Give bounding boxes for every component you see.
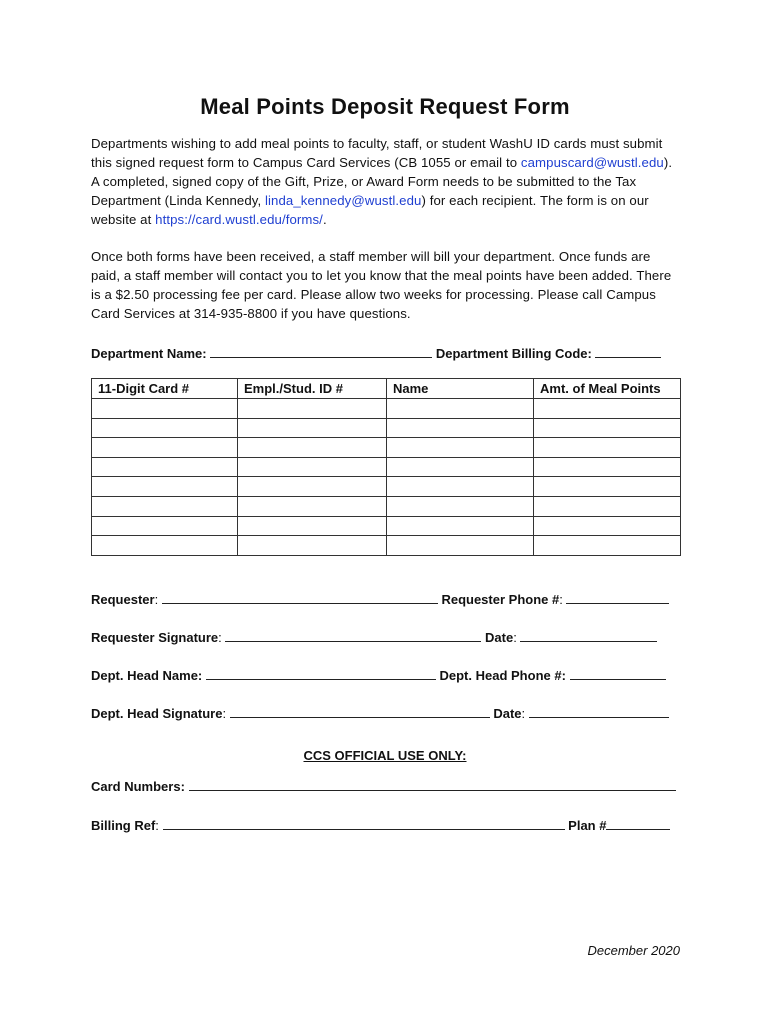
intro-paragraph	[91, 134, 681, 229]
department-billing-code-label: Department Billing Code:	[435, 346, 592, 361]
card-numbers-row	[91, 776, 676, 794]
department-billing-code-field[interactable]	[595, 343, 661, 358]
dept-head-name-field[interactable]	[206, 665, 436, 680]
form-title: Meal Points Deposit Request Form	[200, 94, 570, 119]
table-cell[interactable]	[238, 477, 387, 497]
intro-text-1: Departments wishing to add meal points to faculty, staff, or student WashU ID cards must submit this signed request form to Campus Card Services (CB 1055 or email to	[91, 136, 663, 170]
table-cell[interactable]	[238, 457, 387, 477]
intro-text-3: ) for each recipient. The form is on our website at	[91, 193, 649, 227]
table-cell[interactable]	[238, 516, 387, 536]
intro-text-2: ). A completed, signed copy of the Gift, Prize, or Award Form needs to be submitted to the Tax Department (Linda Kennedy,	[91, 155, 673, 208]
requester-signature-label: Requester Signature	[91, 630, 219, 645]
table-cell[interactable]	[92, 399, 238, 419]
table-cell[interactable]	[534, 477, 681, 497]
table-row	[92, 536, 681, 556]
table-row	[92, 438, 681, 458]
table-cell[interactable]	[534, 457, 681, 477]
instructions-paragraph: Once both forms have been received, a staff member will bill your department. Once funds are paid, a staff member will contact you to let you know that the meal points have been added. There is a $2.50 processing fee per card. Please allow two weeks for processing. Please call Campus Card Services at 314-935-8800 if you have questions.	[91, 249, 672, 321]
billing-ref-field[interactable]	[163, 815, 565, 830]
plan-number-field[interactable]	[606, 815, 670, 830]
colon: :	[513, 630, 517, 645]
column-header: 11-Digit Card #	[92, 379, 238, 399]
table-cell[interactable]	[534, 399, 681, 419]
table-cell[interactable]	[92, 477, 238, 497]
table-cell[interactable]	[238, 438, 387, 458]
intro-text-4: .	[322, 212, 327, 227]
dept-head-name-label: Dept. Head Name:	[91, 668, 203, 683]
campus-card-email-link[interactable]: campuscard@wustl.edu	[520, 155, 664, 170]
table-cell[interactable]	[92, 438, 238, 458]
table-cell[interactable]	[238, 536, 387, 556]
table-cell[interactable]	[534, 438, 681, 458]
tax-contact-email-link[interactable]: linda_kennedy@wustl.edu	[265, 193, 422, 208]
table-cell[interactable]	[238, 418, 387, 438]
table-row	[92, 496, 681, 516]
table-cell[interactable]	[387, 438, 534, 458]
table-cell[interactable]	[92, 536, 238, 556]
colon: :	[154, 592, 159, 607]
table-cell[interactable]	[534, 516, 681, 536]
table-cell[interactable]	[387, 516, 534, 536]
requester-date-label: Date	[485, 630, 514, 645]
department-name-label: Department Name:	[91, 346, 207, 361]
dept-head-signature-field[interactable]	[230, 703, 490, 718]
requester-date-field[interactable]	[520, 627, 657, 642]
card-numbers-field[interactable]	[189, 776, 676, 791]
column-header: Name	[387, 379, 534, 399]
colon: :	[155, 818, 159, 833]
table-cell[interactable]	[534, 496, 681, 516]
table-row	[92, 457, 681, 477]
dept-head-phone-field[interactable]	[570, 665, 666, 680]
requester-signature-row	[91, 627, 657, 645]
forms-website-link[interactable]: https://card.wustl.edu/forms/	[155, 212, 323, 227]
colon: :	[222, 706, 227, 721]
table-row	[92, 399, 681, 419]
requester-phone-field[interactable]	[566, 589, 669, 604]
dept-head-phone-label: Dept. Head Phone #:	[439, 668, 566, 683]
dept-head-date-field[interactable]	[529, 703, 669, 718]
table-cell[interactable]	[387, 399, 534, 419]
recipients-table	[91, 378, 681, 556]
dept-head-row	[91, 665, 666, 683]
table-header-row	[92, 379, 681, 399]
card-numbers-label: Card Numbers:	[91, 779, 185, 794]
table-cell[interactable]	[534, 536, 681, 556]
table-cell[interactable]	[92, 496, 238, 516]
table-cell[interactable]	[238, 496, 387, 516]
dept-head-signature-row	[91, 703, 669, 721]
column-header: Amt. of Meal Points	[534, 379, 681, 399]
colon: :	[218, 630, 222, 645]
billing-ref-label: Billing Ref	[91, 818, 156, 833]
table-cell[interactable]	[92, 418, 238, 438]
table-cell[interactable]	[387, 496, 534, 516]
table-cell[interactable]	[238, 399, 387, 419]
ccs-official-use-heading: CCS OFFICIAL USE ONLY:	[303, 748, 467, 763]
requester-label: Requester	[91, 592, 155, 607]
column-header: Empl./Stud. ID #	[238, 379, 387, 399]
colon: :	[559, 592, 563, 607]
table-cell[interactable]	[534, 418, 681, 438]
dept-head-signature-label: Dept. Head Signature	[91, 706, 223, 721]
table-cell[interactable]	[387, 536, 534, 556]
requester-signature-field[interactable]	[225, 627, 481, 642]
billing-ref-row	[91, 815, 670, 833]
department-name-field[interactable]	[210, 343, 432, 358]
requester-phone-label: Requester Phone #	[441, 592, 560, 607]
table-cell[interactable]	[387, 418, 534, 438]
dept-head-date-label: Date	[493, 706, 522, 721]
requester-field[interactable]	[162, 589, 438, 604]
table-row	[92, 477, 681, 497]
table-cell[interactable]	[92, 516, 238, 536]
department-row	[91, 343, 661, 361]
colon: :	[521, 706, 526, 721]
requester-row	[91, 589, 669, 607]
table-cell[interactable]	[92, 457, 238, 477]
table-row	[92, 516, 681, 536]
table-cell[interactable]	[387, 457, 534, 477]
plan-number-label: Plan #	[568, 818, 607, 833]
table-row	[92, 418, 681, 438]
table-cell[interactable]	[387, 477, 534, 497]
footer-date: December 2020	[587, 943, 680, 958]
